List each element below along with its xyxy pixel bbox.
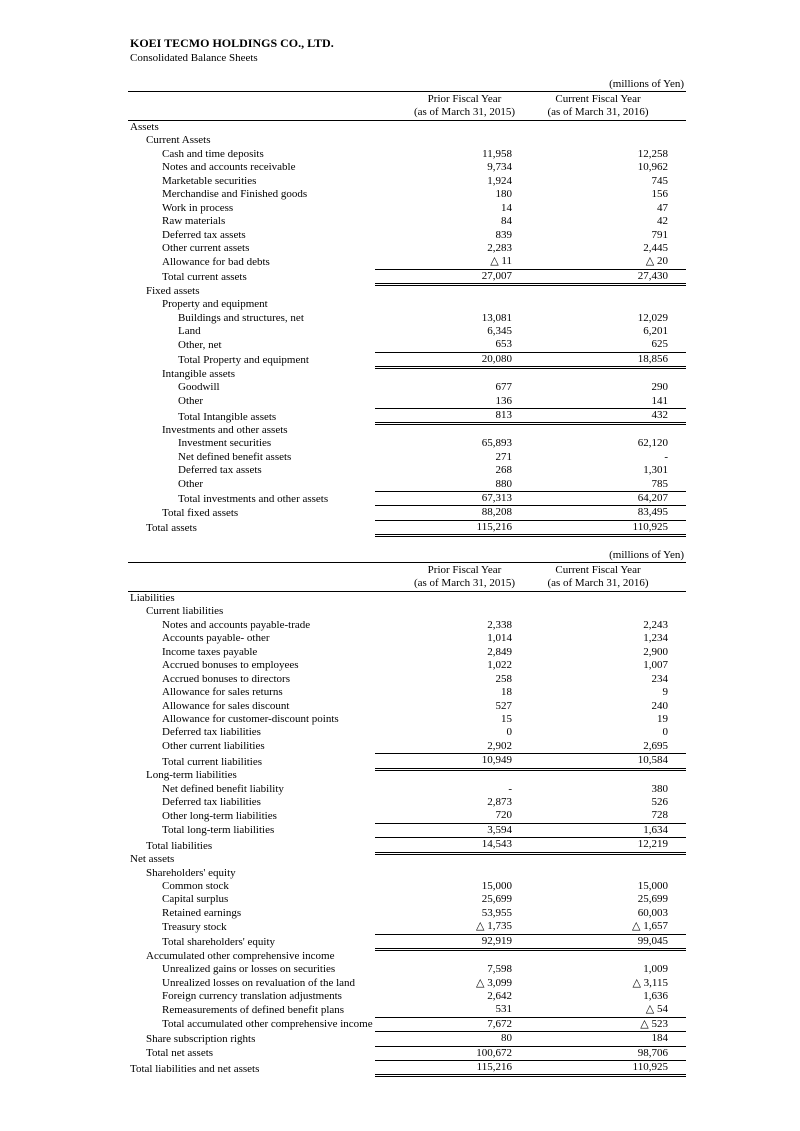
- prior-fiscal-year-header: [375, 92, 540, 121]
- row-label: Accounts payable- other: [162, 632, 270, 645]
- row-label: Capital surplus: [162, 893, 229, 906]
- prior-value: 7,598: [487, 963, 512, 976]
- row-label: Liabilities: [130, 592, 175, 604]
- prior-value: 84: [501, 215, 512, 228]
- prior-value: [375, 121, 540, 135]
- table-row: [128, 963, 686, 976]
- current-value: 290: [651, 381, 668, 394]
- prior-value: 813: [375, 409, 540, 424]
- table-row: [128, 934, 686, 949]
- table-row: [128, 796, 686, 809]
- current-value: 2,445: [643, 241, 668, 254]
- row-label: Allowance for sales discount: [162, 699, 290, 712]
- row-label: Merchandise and Finished goods: [162, 188, 308, 201]
- prior-value: 2,283: [487, 241, 512, 254]
- current-value: △ 1,657: [632, 920, 668, 933]
- row-label: Total liabilities: [146, 839, 213, 852]
- current-value: 18,856: [540, 352, 686, 367]
- row-label: Marketable securities: [162, 174, 257, 187]
- row-label: Raw materials: [162, 215, 226, 228]
- row-label: Share subscription rights: [146, 1032, 256, 1045]
- current-value: 47: [657, 201, 668, 214]
- liabilities-net-assets-table: [128, 562, 686, 1077]
- current-value: 19: [657, 712, 668, 725]
- prior-value: 14: [501, 201, 512, 214]
- table-row: [128, 395, 686, 409]
- current-value: 42: [657, 215, 668, 228]
- prior-value: △ 1,735: [476, 920, 512, 933]
- prior-value: 80: [375, 1032, 540, 1046]
- label-column-header: [128, 92, 375, 121]
- prior-value: [375, 592, 540, 606]
- current-value: 6,201: [643, 325, 668, 337]
- current-value: 27,430: [540, 269, 686, 284]
- row-label: Goodwill: [178, 381, 220, 394]
- current-value: 110,925: [540, 520, 686, 535]
- prior-value: 88,208: [375, 506, 540, 520]
- table-row: [128, 809, 686, 823]
- prior-value: 2,849: [487, 645, 512, 658]
- row-label: Accrued bonuses to employees: [162, 659, 299, 672]
- current-value: [540, 134, 686, 147]
- row-label: Net assets: [130, 853, 175, 866]
- prior-header-line2: (as of March 31, 2015): [413, 577, 516, 589]
- table-row: [128, 867, 686, 880]
- table-row: [128, 492, 686, 506]
- current-value: 141: [651, 394, 668, 407]
- row-label: Fixed assets: [146, 284, 200, 297]
- table-row: [128, 893, 686, 906]
- prior-header-line2: (as of March 31, 2015): [413, 106, 516, 118]
- table-row: [128, 464, 686, 477]
- label-column-header: [128, 563, 375, 592]
- table-row: [128, 950, 686, 963]
- table-row: [128, 619, 686, 632]
- table-row: [128, 605, 686, 618]
- row-label: Long-term liabilities: [146, 769, 237, 782]
- table-row: [128, 977, 686, 990]
- row-label: Deferred tax assets: [178, 464, 262, 477]
- prior-value: 271: [495, 450, 512, 463]
- prior-value: 1,924: [487, 174, 512, 187]
- current-value: -: [664, 450, 668, 463]
- current-value: 9: [662, 686, 668, 699]
- table-row: [128, 134, 686, 147]
- row-label: Total accumulated other comprehensive income: [162, 1018, 373, 1031]
- prior-value: 3,594: [375, 823, 540, 837]
- table-row: [128, 202, 686, 215]
- prior-value: 2,642: [487, 989, 512, 1002]
- table-row: [128, 409, 686, 424]
- table-row: [128, 853, 686, 866]
- row-label: Total net assets: [146, 1047, 214, 1060]
- row-label: Other current assets: [162, 241, 250, 254]
- current-value: 62,120: [637, 437, 668, 450]
- prior-value: [375, 605, 540, 618]
- prior-value: 0: [506, 726, 512, 739]
- row-label: Buildings and structures, net: [178, 311, 304, 324]
- prior-value: 18: [501, 686, 512, 699]
- current-value: [540, 121, 686, 135]
- current-value: [540, 592, 686, 606]
- prior-value: 720: [495, 809, 512, 822]
- prior-value: [375, 285, 540, 298]
- table-row: [128, 659, 686, 672]
- row-label: Total current assets: [162, 271, 247, 284]
- prior-value: 67,313: [375, 492, 540, 506]
- row-label: Investment securities: [178, 437, 272, 450]
- table-row: [128, 726, 686, 739]
- row-label: Notes and accounts receivable: [162, 161, 296, 174]
- row-label: Income taxes payable: [162, 645, 258, 658]
- prior-value: 13,081: [481, 311, 512, 324]
- table-row: [128, 285, 686, 298]
- prior-value: 2,902: [487, 739, 512, 752]
- prior-value: 92,919: [375, 934, 540, 949]
- table-row: [128, 242, 686, 255]
- liabilities-table-block: [128, 549, 686, 1077]
- current-value: 791: [651, 228, 668, 241]
- current-value: 12,219: [540, 838, 686, 853]
- table-row: [128, 880, 686, 893]
- table-row: [128, 506, 686, 520]
- row-label: Foreign currency translation adjustments: [162, 989, 342, 1002]
- table-row: [128, 215, 686, 228]
- prior-value: 65,893: [481, 437, 512, 450]
- prior-value: 1,022: [487, 659, 512, 672]
- row-label: Accrued bonuses to directors: [162, 672, 290, 685]
- prior-value: 677: [495, 381, 512, 394]
- table-row: [128, 838, 686, 853]
- current-value: 1,007: [643, 659, 668, 672]
- prior-value: 880: [495, 477, 512, 490]
- table-row: [128, 920, 686, 934]
- prior-value: 2,873: [487, 796, 512, 808]
- prior-header-line1: Prior Fiscal Year: [427, 93, 502, 105]
- prior-value: 115,216: [375, 1061, 540, 1076]
- prior-value: 53,955: [481, 906, 512, 919]
- prior-value: 115,216: [375, 520, 540, 535]
- prior-value: 15: [501, 712, 512, 725]
- current-value: △ 20: [645, 255, 668, 268]
- row-label: Other, net: [178, 338, 222, 351]
- row-label: Land: [178, 325, 201, 337]
- prior-value: 25,699: [481, 893, 512, 906]
- current-header-line2: (as of March 31, 2016): [547, 106, 649, 118]
- current-value: 234: [651, 672, 668, 685]
- current-value: 25,699: [637, 893, 668, 906]
- current-value: [540, 853, 686, 866]
- table-row: [128, 325, 686, 338]
- current-value: 12,029: [637, 311, 668, 324]
- prior-value: △ 3,099: [476, 976, 512, 989]
- prior-value: -: [508, 782, 512, 795]
- prior-value: 839: [495, 228, 512, 241]
- row-label: Total investments and other assets: [178, 492, 329, 505]
- prior-value: 15,000: [481, 880, 512, 893]
- row-label: Other current liabilities: [162, 740, 265, 753]
- assets-table-block: [128, 78, 686, 537]
- table-row: [128, 352, 686, 367]
- current-value: △ 523: [540, 1017, 686, 1031]
- table-row: [128, 255, 686, 269]
- row-label: Allowance for bad debts: [162, 255, 270, 268]
- row-label: Deferred tax assets: [162, 228, 246, 241]
- prior-value: 268: [495, 464, 512, 477]
- prior-header-line1: Prior Fiscal Year: [427, 564, 502, 576]
- row-label: Assets: [130, 121, 159, 133]
- table-row: [128, 1061, 686, 1076]
- unit-note: (millions of Yen): [609, 78, 684, 90]
- current-value: 64,207: [540, 492, 686, 506]
- row-label: Notes and accounts payable-trade: [162, 618, 311, 631]
- prior-value: 10,949: [375, 754, 540, 769]
- current-value: 156: [651, 188, 668, 201]
- table-row: [128, 699, 686, 712]
- current-header-line2: (as of March 31, 2016): [547, 577, 649, 589]
- current-fiscal-year-header: [540, 563, 686, 592]
- current-value: 184: [540, 1032, 686, 1046]
- prior-value: 14,543: [375, 838, 540, 853]
- table-row: [128, 451, 686, 464]
- row-label: Net defined benefit liability: [162, 782, 284, 795]
- row-label: Total liabilities and net assets: [130, 1062, 260, 1075]
- column-header-row: [128, 92, 686, 121]
- current-header-line1: Current Fiscal Year: [555, 564, 641, 576]
- prior-value: 7,672: [375, 1017, 540, 1031]
- current-value: 380: [651, 782, 668, 795]
- table-row: [128, 228, 686, 241]
- table-row: [128, 368, 686, 381]
- table-row: [128, 312, 686, 325]
- current-value: 60,003: [637, 906, 668, 919]
- row-label: Intangible assets: [162, 367, 236, 380]
- current-value: 15,000: [637, 880, 668, 893]
- table-row: [128, 1003, 686, 1017]
- row-label: Other: [178, 478, 204, 491]
- current-value: [540, 769, 686, 782]
- current-value: 745: [651, 174, 668, 187]
- table-row: [128, 646, 686, 659]
- column-header-row: [128, 563, 686, 592]
- prior-fiscal-year-header: [375, 563, 540, 592]
- row-label: Deferred tax liabilities: [162, 796, 261, 808]
- prior-value: 20,080: [375, 352, 540, 367]
- current-value: 1,636: [643, 989, 668, 1002]
- document-title: Consolidated Balance Sheets: [130, 52, 258, 64]
- row-label: Unrealized gains or losses on securities: [162, 963, 336, 976]
- row-label: Total shareholders' equity: [162, 936, 276, 949]
- row-label: Allowance for customer-discount points: [162, 712, 339, 725]
- current-value: △ 54: [645, 1003, 668, 1016]
- row-label: Unrealized losses on revaluation of the land: [162, 976, 356, 989]
- row-label: Other long-term liabilities: [162, 809, 277, 822]
- current-value: 625: [651, 338, 668, 351]
- table-row: [128, 1032, 686, 1046]
- current-value: 2,243: [643, 618, 668, 631]
- row-label: Other: [178, 395, 204, 408]
- table-row: [128, 740, 686, 754]
- current-fiscal-year-header: [540, 92, 686, 121]
- row-label: Accumulated other comprehensive income: [146, 949, 335, 962]
- current-value: 83,495: [540, 506, 686, 520]
- row-label: Common stock: [162, 880, 229, 893]
- row-label: Current liabilities: [146, 605, 224, 618]
- current-value: 110,925: [540, 1061, 686, 1076]
- row-label: Deferred tax liabilities: [162, 726, 261, 739]
- prior-value: [375, 867, 540, 880]
- document-header: [130, 36, 334, 65]
- prior-value: 1,014: [487, 632, 512, 645]
- prior-value: 2,338: [487, 618, 512, 631]
- prior-value: 180: [495, 188, 512, 201]
- row-label: Total current liabilities: [162, 755, 263, 768]
- prior-value: △ 11: [490, 255, 512, 268]
- table-row: [128, 437, 686, 450]
- prior-value: [375, 134, 540, 147]
- prior-value: 531: [495, 1003, 512, 1016]
- current-value: 2,695: [643, 739, 668, 752]
- prior-value: [375, 769, 540, 782]
- current-value: 2,900: [643, 645, 668, 658]
- prior-value: 11,958: [482, 147, 512, 160]
- table-row: [128, 338, 686, 352]
- current-value: 10,584: [540, 754, 686, 769]
- current-value: [540, 285, 686, 298]
- row-label: Net defined benefit assets: [178, 450, 292, 463]
- row-label: Total assets: [146, 522, 197, 535]
- current-value: 99,045: [540, 934, 686, 949]
- unit-note: (millions of Yen): [609, 549, 684, 561]
- table-row: [128, 298, 686, 311]
- table-row: [128, 632, 686, 645]
- current-value: 432: [540, 409, 686, 424]
- row-label: Treasury stock: [162, 920, 227, 933]
- table-row: [128, 520, 686, 535]
- table-row: [128, 175, 686, 188]
- prior-value: 136: [495, 394, 512, 407]
- prior-value: [375, 368, 540, 381]
- prior-value: 527: [495, 699, 512, 712]
- prior-value: [375, 853, 540, 866]
- current-value: [540, 424, 686, 437]
- row-label: Retained earnings: [162, 906, 242, 919]
- current-value: 526: [651, 796, 668, 808]
- row-label: Property and equipment: [162, 298, 268, 311]
- row-label: Allowance for sales returns: [162, 686, 283, 699]
- current-value: [540, 867, 686, 880]
- current-value: 785: [651, 477, 668, 490]
- assets-table: [128, 91, 686, 537]
- current-value: [540, 298, 686, 311]
- prior-value: 27,007: [375, 269, 540, 284]
- table-row: [128, 478, 686, 492]
- current-value: 240: [651, 699, 668, 712]
- table-row: [128, 188, 686, 201]
- row-label: Cash and time deposits: [162, 147, 264, 160]
- table-row: [128, 161, 686, 174]
- current-value: [540, 368, 686, 381]
- prior-value: 9,734: [487, 161, 512, 174]
- row-label: Total Intangible assets: [178, 410, 277, 423]
- table-row: [128, 424, 686, 437]
- prior-value: 258: [495, 672, 512, 685]
- current-value: [540, 605, 686, 618]
- current-value: 12,258: [637, 147, 668, 160]
- company-name: KOEI TECMO HOLDINGS CO., LTD.: [130, 36, 334, 50]
- row-label: Shareholders' equity: [146, 866, 236, 879]
- table-row: [128, 592, 686, 606]
- row-label: Total Property and equipment: [178, 354, 309, 367]
- table-row: [128, 1017, 686, 1031]
- table-row: [128, 121, 686, 135]
- prior-value: [375, 298, 540, 311]
- current-value: 0: [662, 726, 668, 739]
- row-label: Work in process: [162, 201, 234, 214]
- table-row: [128, 381, 686, 394]
- table-row: [128, 754, 686, 769]
- current-value: [540, 950, 686, 963]
- row-label: Remeasurements of defined benefit plans: [162, 1003, 345, 1016]
- table-row: [128, 823, 686, 837]
- prior-value: 653: [495, 338, 512, 351]
- table-row: [128, 269, 686, 284]
- table-row: [128, 907, 686, 920]
- current-value: 1,234: [643, 632, 668, 645]
- current-value: 98,706: [540, 1046, 686, 1060]
- current-value: 1,009: [643, 963, 668, 976]
- row-label: Total long-term liabilities: [162, 824, 275, 837]
- row-label: Current Assets: [146, 134, 211, 147]
- current-value: 1,301: [643, 464, 668, 477]
- table-row: [128, 148, 686, 161]
- current-header-line1: Current Fiscal Year: [555, 93, 641, 105]
- table-row: [128, 1046, 686, 1060]
- table-row: [128, 686, 686, 699]
- table-row: [128, 769, 686, 782]
- current-value: 1,634: [540, 823, 686, 837]
- row-label: Investments and other assets: [162, 423, 288, 436]
- table-row: [128, 673, 686, 686]
- table-row: [128, 990, 686, 1003]
- row-label: Total fixed assets: [162, 506, 239, 519]
- current-value: 10,962: [637, 161, 668, 174]
- current-value: 728: [651, 809, 668, 822]
- prior-value: [375, 424, 540, 437]
- table-row: [128, 713, 686, 726]
- prior-value: 100,672: [375, 1046, 540, 1060]
- current-value: △ 3,115: [632, 976, 668, 989]
- prior-value: 6,345: [487, 325, 512, 337]
- table-row: [128, 783, 686, 796]
- prior-value: [375, 950, 540, 963]
